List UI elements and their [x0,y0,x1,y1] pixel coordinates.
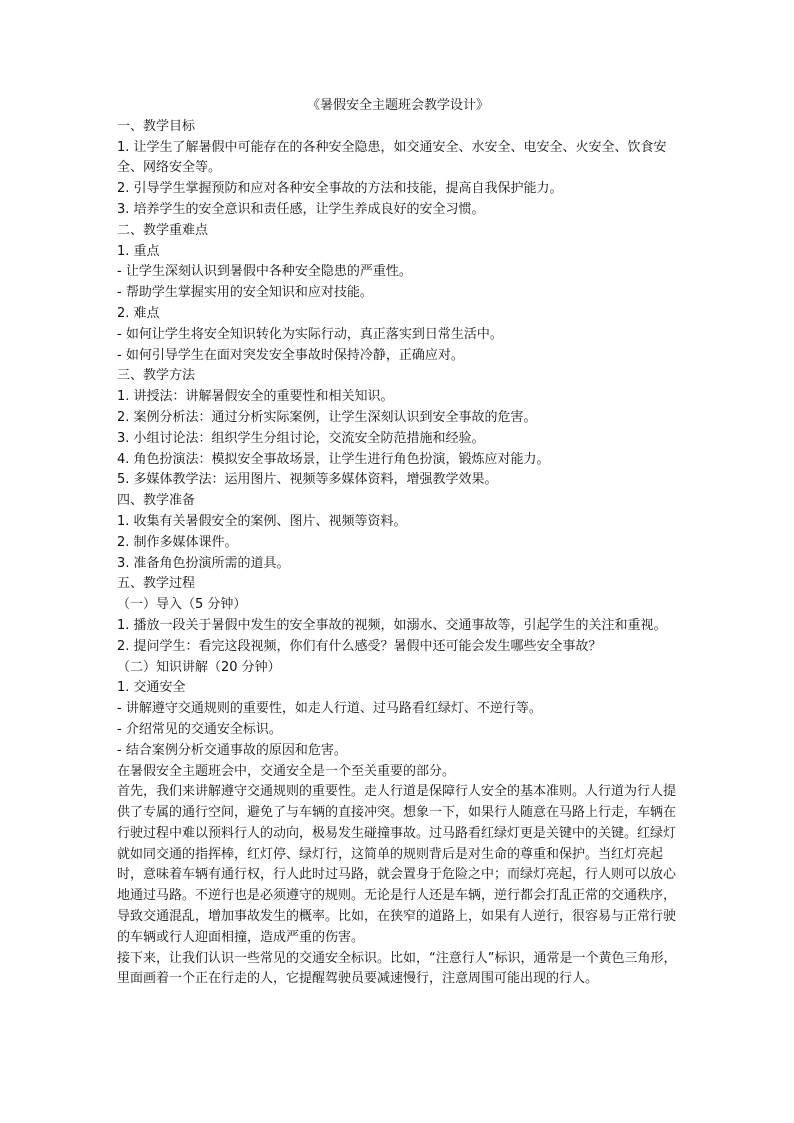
preparation-item: 1. 收集有关暑假安全的案例、图片、视频等资料。 [117,513,407,529]
paragraph: 接下来，让我们认识一些常见的交通安全标识。比如，“注意行人”标识，通常是一个黄色三角形，里面画着一个正在行走的人，它提醒驾驶员要减速慢行，注意周围可能出现的行人。 [117,950,677,987]
paragraph: 首先，我们来讲解遵守交通规则的重要性。走人行道是保障行人安全的基本准则。人行道为行人提供了专属的通行空间，避免了与车辆的直接冲突。想象一下，如果行人随意在马路上行走，车辆在行驶过程中难以预料行人的动向，极易发生碰撞事故。过马路看红绿灯更是关键中的关键。红绿灯就如同交通的指挥棒，红灯停、绿灯行，这简单的规则背后是对生命的尊重和保护。当红灯亮起时，意味着车辆有通行权，行人此时过马路，就会置身于危险之中；而绿灯亮起，行人则可以放心地通过马路。不逆行也是必须遵守的规则。无论是行人还是车辆，逆行都会打乱正常的交通秩序，导致交通混乱，增加事故发生的概率。比如，在狭窄的道路上，如果有人逆行，很容易与正常行驶的车辆或行人迎面相撞，造成严重的伤害。 [117,784,677,945]
bullet-item: - 结合案例分析交通事故的原因和危害。 [117,742,347,758]
subheading-traffic-safety: 1. 交通安全 [117,680,186,696]
section-heading-process: 五、教学过程 [117,576,196,592]
section-heading-key-points: 二、教学重难点 [117,222,209,238]
section-heading-preparation: 四、教学准备 [117,493,196,509]
method-item: 5. 多媒体教学法：运用图片、视频等多媒体资料，增强教学效果。 [117,472,498,488]
bullet-item: - 讲解遵守交通规则的重要性，如走人行道、过马路看红绿灯、不逆行等。 [117,701,542,717]
preparation-item: 3. 准备角色扮演所需的道具。 [117,555,290,571]
objective-item: 1. 让学生了解暑假中可能存在的各种安全隐患，如交通安全、水安全、电安全、火安全、饮食安全、网络安全等。 [117,139,667,176]
section-heading-objectives: 一、教学目标 [117,118,196,134]
section-heading-methods: 三、教学方法 [117,368,196,384]
bullet-item: - 让学生深刻认识到暑假中各种安全隐患的严重性。 [117,264,412,280]
bullet-item: - 如何让学生将安全知识转化为实际行动，真正落实到日常生活中。 [117,326,503,342]
preparation-item: 2. 制作多媒体课件。 [117,534,238,550]
method-item: 2. 案例分析法：通过分析实际案例，让学生深刻认识到安全事故的危害。 [117,409,537,425]
bullet-item: - 帮助学生掌握实用的安全知识和应对技能。 [117,285,373,301]
subheading-difficulties: 2. 难点 [117,305,160,321]
subheading-intro: （一）导入（5 分钟） [117,597,247,613]
process-item: 2. 提问学生：看完这段视频，你们有什么感受？暑假中还可能会发生哪些安全事故？ [117,638,602,654]
objective-item: 2. 引导学生掌握预防和应对各种安全事故的方法和技能，提高自我保护能力。 [117,181,563,197]
method-item: 1. 讲授法：讲解暑假安全的重要性和相关知识。 [117,389,394,405]
subheading-key-points: 1. 重点 [117,243,160,259]
objective-item: 3. 培养学生的安全意识和责任感，让学生养成良好的安全习惯。 [117,201,485,217]
document-title: 《暑假安全主题班会教学设计》 [306,98,489,113]
method-item: 3. 小组讨论法：组织学生分组讨论，交流安全防范措施和经验。 [117,430,485,446]
bullet-item: - 如何引导学生在面对突发安全事故时保持冷静，正确应对。 [117,347,464,363]
method-item: 4. 角色扮演法：模拟安全事故场景，让学生进行角色扮演，锻炼应对能力。 [117,451,550,467]
process-item: 1. 播放一段关于暑假中发生的安全事故的视频，如溺水、交通事故等，引起学生的关注和重视。 [117,617,667,633]
document-body [117,96,679,990]
subheading-knowledge: （二）知识讲解（20 分钟） [117,659,281,675]
paragraph: 在暑假安全主题班会中，交通安全是一个至关重要的部分。 [117,763,456,779]
bullet-item: - 介绍常见的交通安全标识。 [117,721,282,737]
